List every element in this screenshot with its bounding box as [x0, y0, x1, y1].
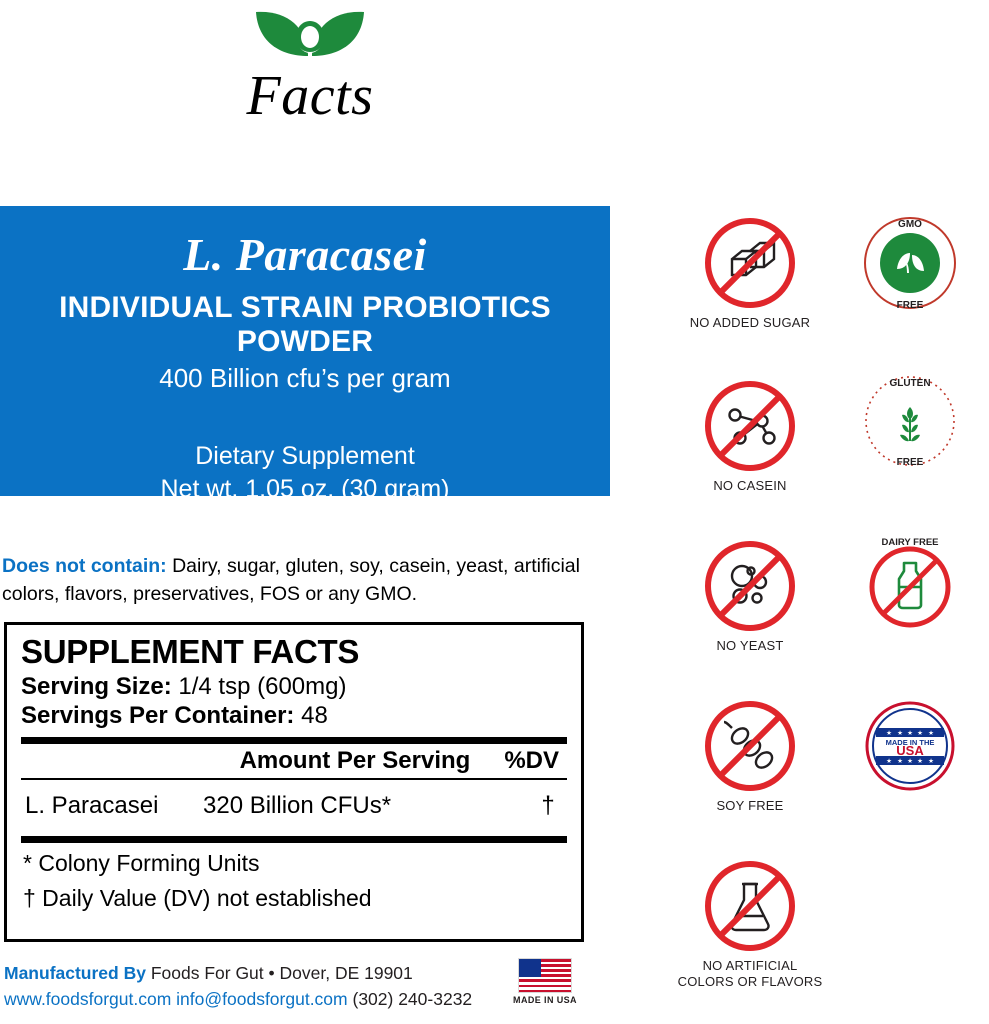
facts-divider-thin: [21, 778, 567, 780]
facts-divider-thick-top: [21, 737, 567, 744]
ingredient-daily-value: †: [541, 792, 555, 819]
claim-no-artificial-colors-flavors: [670, 858, 830, 991]
serving-size-value: 1/4 tsp (600mg): [171, 673, 347, 700]
facts-column-headers: [21, 747, 567, 775]
gmo-seal-bottom-text: FREE: [896, 300, 924, 311]
gluten-seal-top-text: GLUTEN: [889, 378, 931, 389]
claim-caption: SOY FREE: [716, 798, 784, 813]
svg-text:★: ★: [907, 730, 913, 737]
claim-gluten-free: [830, 373, 989, 469]
footnote-daily-value: † Daily Value (DV) not established: [23, 884, 372, 911]
gmo-seal-top-text: GMO: [898, 219, 922, 230]
claim-gmo-free: [830, 215, 989, 311]
manufactured-by-label: Manufactured By: [4, 963, 146, 983]
dairy-free-top-text: DAIRY FREE: [881, 537, 939, 548]
product-potency: 400 Billion cfu’s per gram: [159, 363, 451, 393]
does-not-contain-label: Does not contain:: [2, 555, 167, 577]
svg-text:★: ★: [907, 758, 913, 765]
svg-text:★: ★: [897, 758, 903, 765]
product-category: Dietary Supplement: [195, 442, 415, 470]
svg-text:★: ★: [897, 730, 903, 737]
claim-caption: NO CASEIN: [713, 478, 787, 493]
daily-value-header: %DV: [504, 747, 559, 774]
made-in-usa-flag-badge: [508, 958, 582, 1005]
serving-size-label: Serving Size:: [21, 673, 172, 700]
supplement-facts-panel: [4, 622, 584, 942]
ingredient-amount: 320 Billion CFUs*: [203, 792, 392, 819]
servings-per-container-value: 48: [294, 702, 328, 729]
claim-made-in-usa: [830, 698, 989, 794]
claim-soy-free: [670, 698, 830, 814]
product-name: L. Paracasei: [183, 229, 427, 280]
product-subtitle: INDIVIDUAL STRAIN PROBIOTICS POWDER: [59, 291, 551, 358]
claim-caption-line2: COLORS OR FLAVORS: [677, 974, 823, 990]
website-link[interactable]: www.foodsforgut.com: [4, 989, 172, 1010]
soybean-pod-prohibited-icon: [702, 698, 798, 794]
contact-line: [4, 986, 564, 1012]
footnote-cfu: * Colony Forming Units: [23, 850, 260, 876]
claim-icon-grid: [650, 215, 989, 1015]
claim-no-added-sugar: [670, 215, 830, 331]
gluten-free-wheat-seal-icon: [862, 373, 958, 469]
svg-text:★: ★: [917, 758, 923, 765]
facts-divider-thick-bottom: [21, 836, 567, 843]
amount-per-serving-header: Amount Per Serving: [239, 747, 471, 774]
leaf-logo-icon: [250, 4, 370, 66]
email-link[interactable]: info@foodsforgut.com: [171, 989, 348, 1010]
does-not-contain: [2, 552, 602, 609]
svg-text:★: ★: [917, 730, 923, 737]
claim-no-yeast: [670, 538, 830, 654]
brand-wordmark: Facts: [246, 65, 374, 127]
claim-dairy-free: [830, 535, 989, 631]
servings-per-container-row: [21, 702, 567, 730]
claim-caption: NO ADDED SUGAR: [689, 315, 811, 330]
flask-prohibited-icon: [702, 858, 798, 954]
manufacturer-info: [4, 960, 564, 1013]
manufacturer-address: Foods For Gut • Dover, DE 19901: [145, 963, 413, 983]
usa-seal-line1: MADE IN THE: [885, 738, 935, 747]
svg-text:★: ★: [886, 730, 892, 737]
does-not-contain-text: Dairy, sugar, gluten, soy, casein, yeast, artificial colors, flavors, preservatives, FOS or any GMO.: [2, 555, 580, 606]
gluten-seal-bottom-text: FREE: [896, 457, 924, 468]
claim-caption-line1: NO ARTIFICIAL: [702, 958, 798, 973]
milk-bottle-prohibited-icon: [862, 535, 958, 631]
serving-size-row: [21, 673, 567, 701]
servings-per-container-label: Servings Per Container:: [21, 702, 295, 729]
casein-molecule-prohibited-icon: [702, 378, 798, 474]
supplement-facts-title: SUPPLEMENT FACTS: [21, 633, 360, 670]
svg-text:★: ★: [886, 758, 892, 765]
ingredient-name: L. Paracasei: [25, 792, 159, 819]
sugar-cubes-prohibited-icon: [702, 215, 798, 311]
brand-header: [0, 0, 620, 127]
claim-caption: NO YEAST: [716, 638, 784, 653]
claim-no-casein: [670, 378, 830, 494]
phone-number: (302) 240-3232: [347, 989, 473, 1010]
svg-text:★: ★: [928, 730, 934, 737]
svg-text:★: ★: [928, 758, 934, 765]
usa-flag-icon: [518, 958, 572, 993]
usa-seal-line2: USA: [896, 743, 924, 758]
yeast-cells-prohibited-icon: [702, 538, 798, 634]
table-row: [21, 783, 567, 829]
product-panel: [0, 206, 610, 503]
made-in-usa-caption: MADE IN USA: [513, 995, 577, 1005]
made-in-usa-seal-icon: [862, 698, 958, 794]
product-net-weight: Net wt. 1.05 oz. (30 gram): [160, 475, 450, 503]
gmo-free-leaf-seal-icon: [862, 215, 958, 311]
manufacturer-line: [4, 960, 564, 986]
